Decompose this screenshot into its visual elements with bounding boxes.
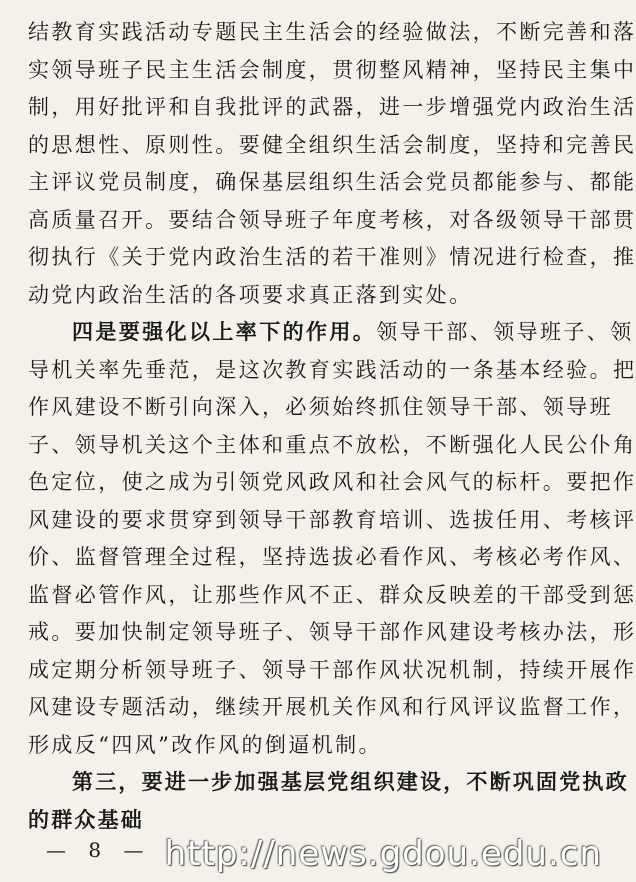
body-line-2: 实领导班子民主生活会制度，贯彻整风精神，坚持民主集中	[28, 57, 636, 82]
body-line-5: 主评议党员制度，确保基层组织生活会党员都能参与、都能	[28, 170, 636, 194]
para2-first-line	[28, 314, 634, 352]
para2-line-8: 戒。要加快制定领导班子、领导干部作风建设考核办法，形	[28, 620, 636, 644]
para2-line-11: 形成反“四风”改作风的倒逼机制。	[28, 732, 382, 757]
para2-line-3: 子、领导机关这个主体和重点不放松，不断强化人民公仆角	[28, 432, 636, 457]
para2-line-6: 价、监督管理全过程，坚持选拔必看作风、考核必考作风、	[28, 545, 636, 569]
site-watermark: http://news.gdou.edu.cn	[164, 834, 602, 874]
body-line-7: 彻执行《关于党内政治生活的若干准则》情况进行检查，推	[28, 245, 636, 269]
para2-line-2: 作风建设不断引向深入，必须始终抓住领导干部、领导班	[28, 395, 613, 419]
para2-line-10: 风建设专题活动，继续开展机关作风和行风评议监督工作，	[28, 695, 636, 719]
para2-lead-text: 四是要强化以上率下的作用。	[72, 320, 377, 344]
body-line-6: 高质量召开。要结合领导班子年度考核，对各级领导干部贯	[28, 207, 636, 232]
page-number: — 8 —	[46, 838, 152, 862]
para2-line-1: 导机关率先垂范，是这次教育实践活动的一条基本经验。把	[28, 357, 636, 382]
body-line-1: 结教育实践活动专题民主生活会的经验做法，不断完善和落	[28, 20, 636, 44]
para2-line-9: 成定期分析领导班子、领导干部作风状况机制，持续开展作	[28, 657, 636, 682]
section-heading-line-1: 第三，要进一步加强基层党组织建设，不断巩固党执政	[72, 770, 629, 794]
para2-line-4: 色定位，使之成为引领党风政风和社会风气的标杆。要把作	[28, 470, 636, 494]
para2-line-5: 风建设的要求贯穿到领导干部教育培训、选拔任用、考核评	[28, 507, 636, 532]
body-line-8: 动党内政治生活的各项要求真正落到实处。	[28, 282, 473, 307]
section-heading-line-2: 的群众基础	[28, 807, 144, 832]
para2-first-rest: 领导干部、领导班子、领	[376, 320, 634, 344]
document-body	[28, 14, 636, 839]
para2-line-7: 监督必管作风，让那些作风不正、群众反映差的干部受到惩	[28, 582, 636, 607]
body-line-3: 制，用好批评和自我批评的武器，进一步增强党内政治生活	[28, 95, 636, 119]
body-line-4: 的思想性、原则性。要健全组织生活会制度，坚持和完善民	[28, 132, 636, 157]
